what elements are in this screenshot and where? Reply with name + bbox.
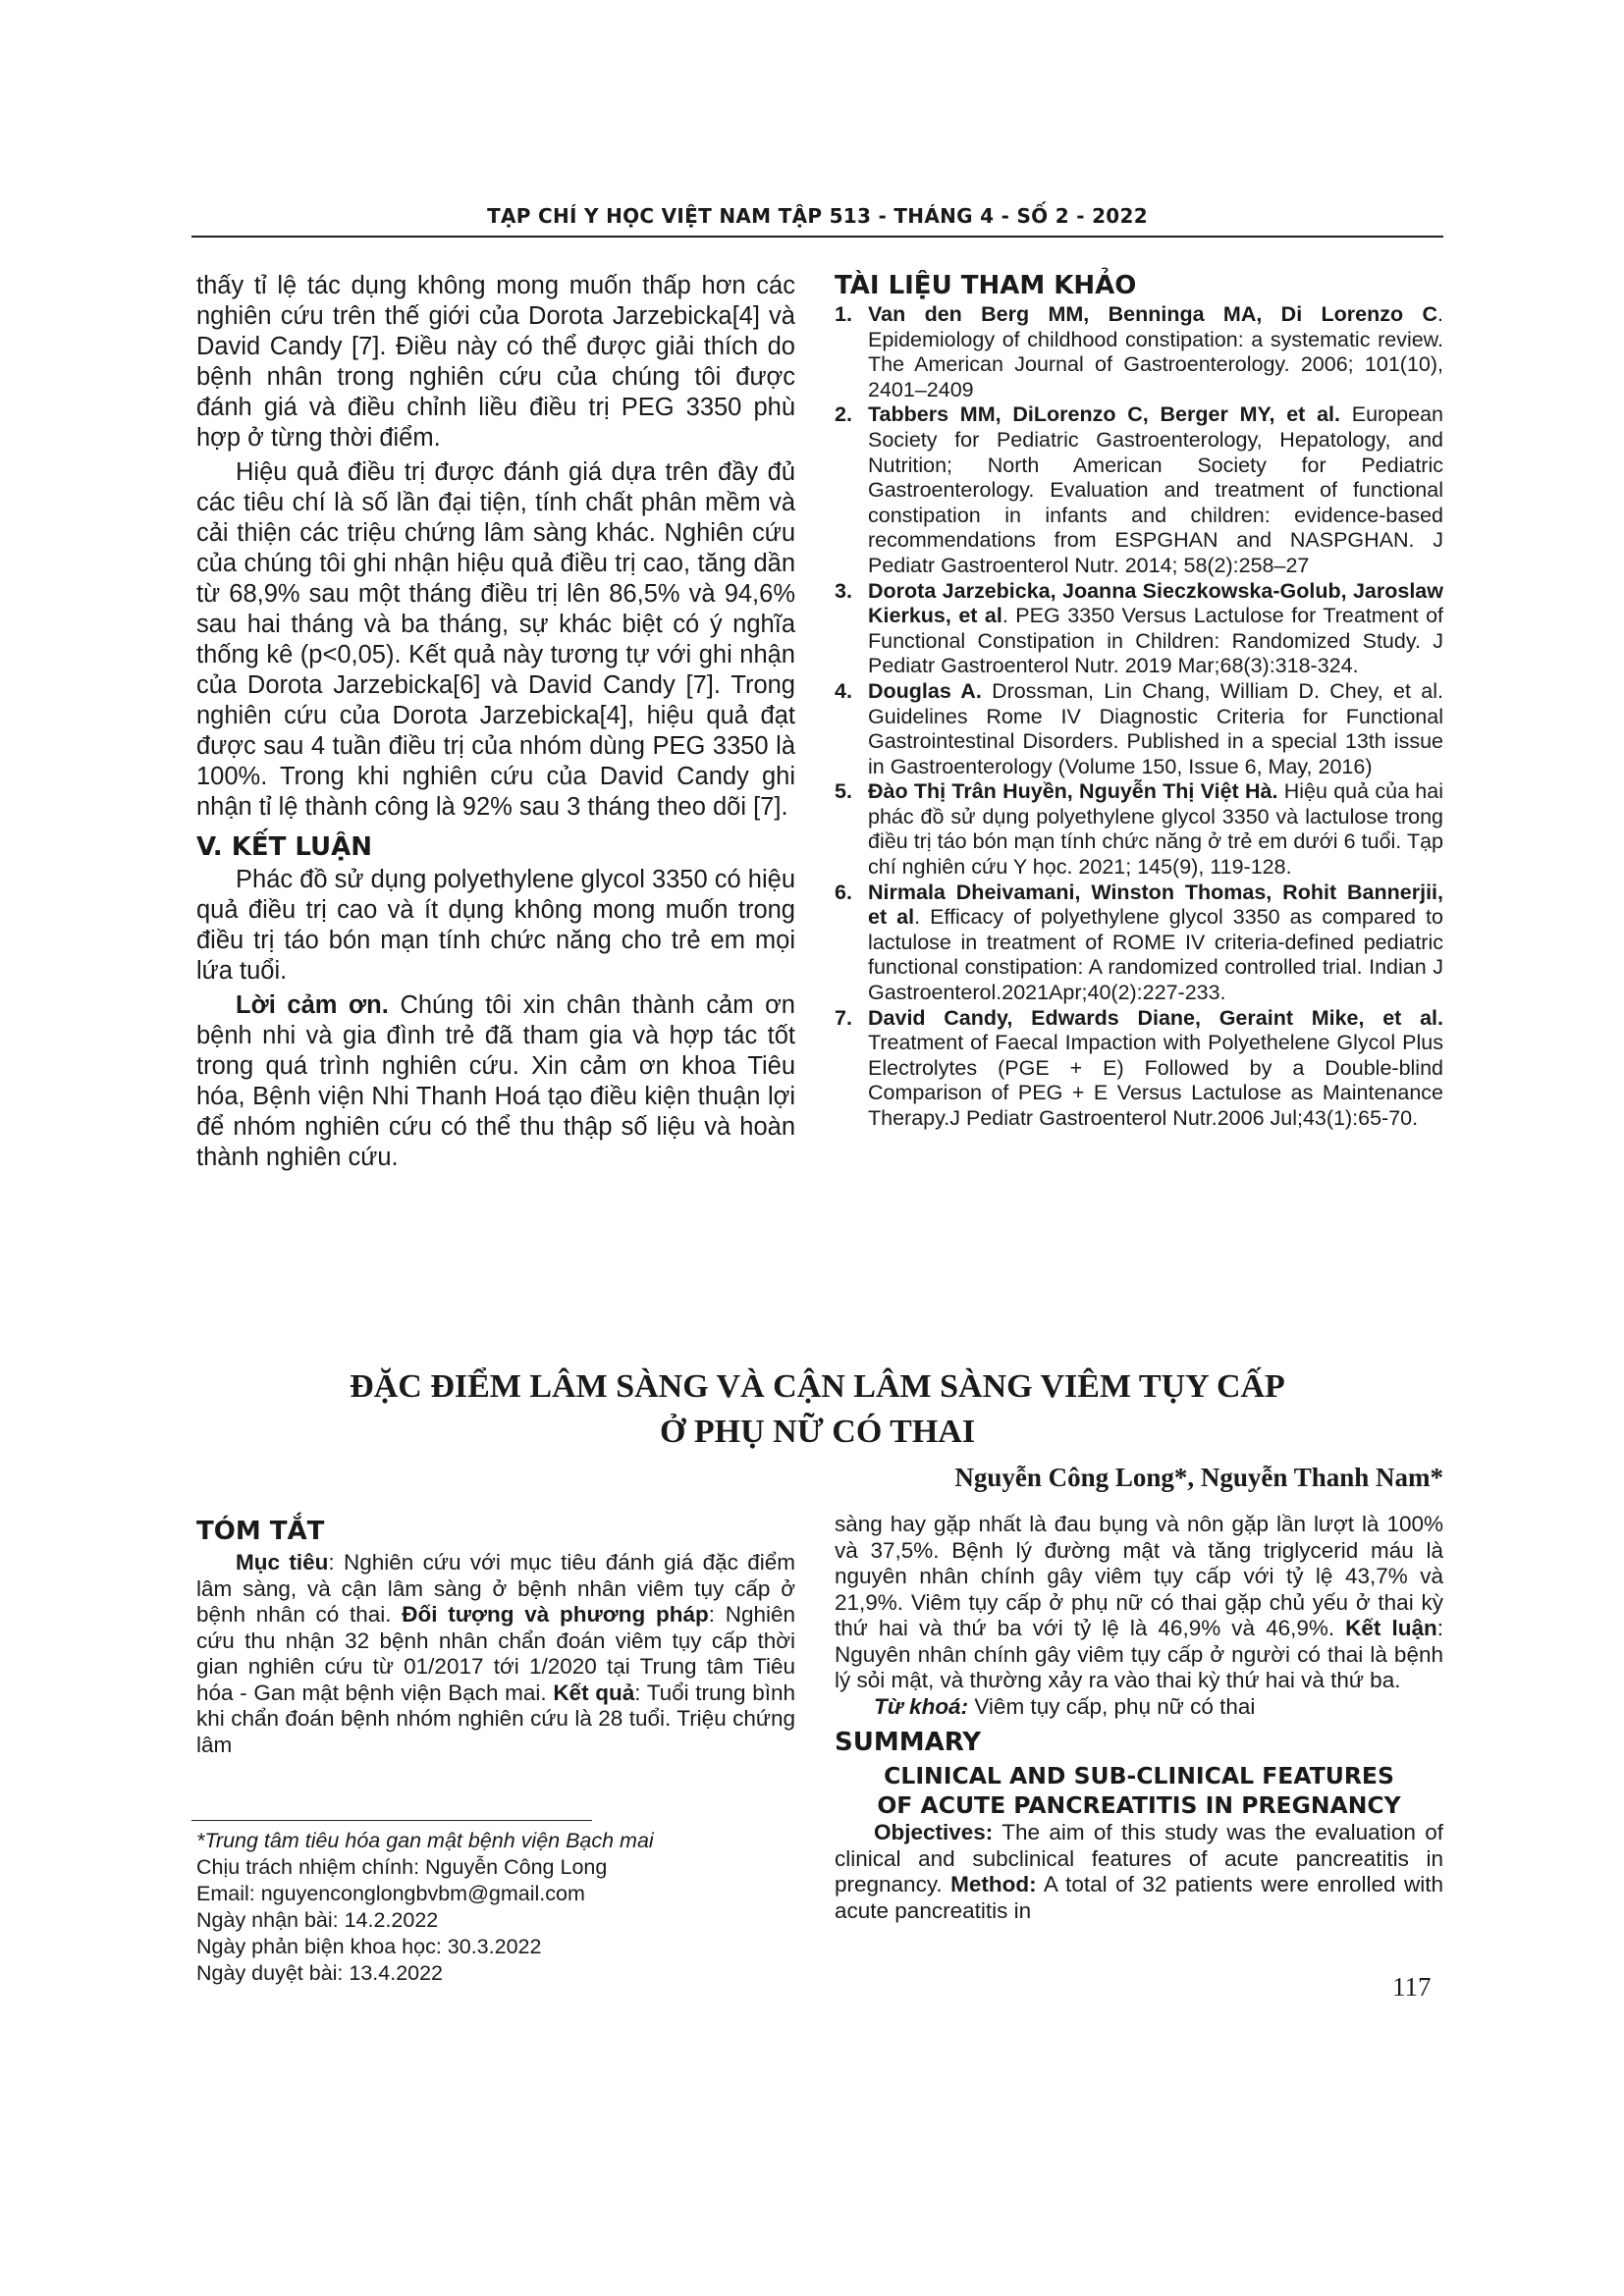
abstract-vi-left — [196, 1517, 795, 1758]
reference-item-5: 5. Đào Thị Trân Huyền, Nguyễn Thị Việt Hà. Hiệu quả của hai phác đồ sử dụng polyethylene glycol 3350 và lactulose trong điều trị táo bón mạn tính chức năng ở trẻ em dưới 6 tuổi. Tạp chí nghiên cứu Y học. 2021; 145(9), 119-128. — [835, 779, 1443, 880]
references-list — [835, 302, 1443, 1132]
reference-item-2: 2. Tabbers MM, DiLorenzo C, Berger MY, et al. European Society for Pediatric Gastroenterology, Hepatology, and Nutrition; North American Society for Pediatric Gastroenterology. Evaluation and treatment of functional constipation in infants and children: evidence-based recommendations from ESPGHAN and NASPGHAN. J Pediatr Gastroenterol Nutr. 2014; 58(2):258–27 — [835, 402, 1443, 577]
acknowledgement-label: Lời cảm ơn. — [236, 991, 389, 1019]
acknowledgement-text: Chúng tôi xin chân thành cảm ơn bệnh nhi và gia đình trẻ đã tham gia và hợp tác tốt trong quá trình nghiên cứu. Xin cảm ơn khoa Tiêu hóa, Bệnh viện Nhi Thanh Hoá tạo điều kiện thuận lợi để nhóm nghiên cứu có thể thu thập số liệu và hoàn thành nghiên cứu. — [196, 991, 795, 1171]
abstract-vi-paragraph: Mục tiêu: Nghiên cứu với mục tiêu đánh giá đặc điểm lâm sàng, và cận lâm sàng ở bệnh nhân viêm tụy cấp ở bệnh nhân có thai. Đối tượng và phương pháp: Nghiên cứu thu nhận 32 bệnh nhân chẩn đoán viêm tụy cấp thời gian nghiên cứu từ 01/2017 tới 1/2020 tại Trung tâm Tiêu hóa - Gan mật bệnh viện Bạch mai. Kết quả: Tuổi trung bình khi chẩn đoán bệnh nhóm nghiên cứu là 28 tuổi. Triệu chứng lâm — [196, 1550, 795, 1757]
references-heading: TÀI LIỆU THAM KHẢO — [835, 271, 1137, 300]
summary-title-line-2: OF ACUTE PANCREATITIS IN PREGNANCY — [877, 1791, 1401, 1819]
article-title — [191, 1364, 1443, 1455]
summary-title-line-1: CLINICAL AND SUB-CLINICAL FEATURES — [884, 1762, 1394, 1789]
reference-item-7: 7. David Candy, Edwards Diane, Geraint Mike, et al. Treatment of Faecal Impaction with Polyethelene Glycol Plus Electrolytes (PGE + E) Followed by a Double-blind Comparison of PEG + E Versus Lactulose as Maintenance Therapy.J Pediatr Gastroenterol Nutr.2006 Jul;43(1):65-70. — [835, 1005, 1443, 1130]
footnote-responsible: Chịu trách nhiệm chính: Nguyễn Công Long — [196, 1855, 608, 1879]
method-label: Method: — [950, 1872, 1037, 1896]
discussion-paragraph-1: thấy tỉ lệ tác dụng không mong muốn thấp hơn các nghiên cứu trên thế giới của Dorota Jarzebicka[4] và David Candy [7]. Điều này có thể được giải thích do bệnh nhân trong nghiên cứu của chúng tôi được đánh giá và điều chỉnh liều điều trị PEG 3350 phù hợp ở từng thời điểm. — [196, 272, 795, 452]
article-title-line-2: Ở PHỤ NỮ CÓ THAI — [659, 1414, 976, 1450]
abstract-heading: TÓM TẮT — [196, 1517, 325, 1546]
reference-item-4: 4. Douglas A. Drossman, Lin Chang, William D. Chey, et al. Guidelines Rome IV Diagnostic Criteria for Functional Gastrointestinal Disorders. Published in a special 13th issue in Gastroenterology (Volume 150, Issue 6, May, 2016) — [835, 678, 1443, 778]
conclusion-paragraph: Phác đồ sử dụng polyethylene glycol 3350 có hiệu quả điều trị cao và ít dụng không mong muốn trong điều trị táo bón mạn tính chức năng cho trẻ em mọi lứa tuổi. — [196, 866, 795, 985]
results-label: Kết quả — [553, 1680, 635, 1705]
left-column — [196, 271, 795, 1173]
header-rule — [191, 236, 1443, 238]
reference-item-3: 3. Dorota Jarzebicka, Joanna Sieczkowska-Golub, Jaroslaw Kierkus, et al. PEG 3350 Versus Lactulose for Treatment of Functional Constipation in Children: Randomized Study. J Pediatr Gastroenterol Nutr. 2019 Mar;68(3):318-324. — [835, 578, 1443, 678]
summary-heading: SUMMARY — [835, 1728, 982, 1757]
footnote — [196, 1828, 795, 1987]
reference-item-1: 1. Van den Berg MM, Benninga MA, Di Lorenzo C. Epidemiology of childhood constipation: a systematic review. The American Journal of Gastroenterology. 2006; 101(10), 2401–2409 — [835, 302, 1443, 401]
keywords-label: Từ khoá: — [874, 1693, 969, 1719]
keywords: Từ khoá: Viêm tụy cấp, phụ nữ có thai — [874, 1693, 1256, 1719]
conclusion-label: Kết luận — [1345, 1616, 1437, 1640]
summary-paragraph: Objectives: The aim of this study was the evaluation of clinical and subclinical features of acute pancreatitis in pregnancy. Method: A total of 32 patients were enrolled with acute pancreatitis in — [835, 1820, 1443, 1923]
footnote-email: Email: nguyenconglongbvbm@gmail.com — [196, 1882, 585, 1905]
journal-header: TẠP CHÍ Y HỌC VIỆT NAM TẬP 513 - THÁNG 4 - SỐ 2 - 2022 — [487, 204, 1148, 228]
page-number: 117 — [1392, 1972, 1432, 2002]
references-section — [835, 271, 1443, 1132]
abstract-vi-continued-paragraph: sàng hay gặp nhất là đau bụng và nôn gặp lần lượt là 100% và 37,5%. Bệnh lý đường mật và tăng triglycerid máu là nguyên nhân chính gây viêm tụy cấp với tỷ lệ 43,7% và 21,9%. Viêm tụy cấp ở phụ nữ có thai gặp chủ yếu ở thai kỳ thứ hai và thứ ba với tỷ lệ là 46,9% và 46,9%. Kết luận: Nguyên nhân chính gây viêm tụy cấp ở người có thai là bệnh lý sỏi mật, và thường xảy ra vào thai kỳ thứ hai và thứ ba. — [835, 1512, 1443, 1692]
reference-item-6: 6. Nirmala Dheivamani, Winston Thomas, Rohit Bannerjii, et al. Efficacy of polyethylene glycol 3350 as compared to lactulose in treatment of ROME IV criteria-defined pediatric functional constipation: A randomized controlled trial. Indian J Gastroenterol.2021Apr;40(2):227-233. — [835, 880, 1443, 1005]
footnote-affiliation: *Trung tâm tiêu hóa gan mật bệnh viện Bạch mai — [196, 1829, 654, 1852]
abstract-right-column — [835, 1512, 1443, 1924]
abstract-vi-continued — [835, 1512, 1443, 1720]
footnote-rule — [191, 1820, 592, 1821]
footnote-accepted: Ngày duyệt bài: 13.4.2022 — [196, 1961, 444, 1985]
footnote-received: Ngày nhận bài: 14.2.2022 — [196, 1908, 439, 1932]
objectives-label: Objectives: — [874, 1820, 994, 1844]
article-title-line-1: ĐẶC ĐIỂM LÂM SÀNG VÀ CẬN LÂM SÀNG VIÊM TỤY CẤP — [350, 1368, 1285, 1405]
methods-label: Đối tượng và phương pháp — [402, 1602, 709, 1627]
abstract-vi-body — [196, 1550, 795, 1758]
article-authors: Nguyễn Công Long*, Nguyễn Thanh Nam* — [954, 1463, 1443, 1492]
discussion-paragraph-2: Hiệu quả điều trị được đánh giá dựa trên đầy đủ các tiêu chí là số lần đại tiện, tính chất phân mềm và cải thiện các triệu chứng lâm sàng khác. Nghiên cứu của chúng tôi ghi nhận hiệu quả điều trị cao, tăng dần từ 68,9% sau một tháng điều trị lên 86,5% và 94,6% sau hai tháng và ba tháng, sự khác biệt có ý nghĩa thống kê (p<0,05). Kết quả này tương tự với ghi nhận của Dorota Jarzebicka[6] và David Candy [7]. Trong nghiên cứu của Dorota Jarzebicka[4], hiệu quả đạt được sau 4 tuần điều trị của nhóm dùng PEG 3350 là 100%. Trong khi nghiên cứu của David Candy ghi nhận tỉ lệ thành công là 92% sau 3 tháng theo dõi [7]. — [196, 458, 795, 821]
acknowledgement-paragraph — [196, 990, 795, 1173]
conclusion-heading: V. KẾT LUẬN — [196, 832, 373, 862]
objective-label: Mục tiêu — [236, 1550, 329, 1575]
summary-body — [835, 1820, 1443, 1924]
summary-title — [835, 1761, 1443, 1820]
footnote-reviewed: Ngày phản biện khoa học: 30.3.2022 — [196, 1935, 542, 1958]
